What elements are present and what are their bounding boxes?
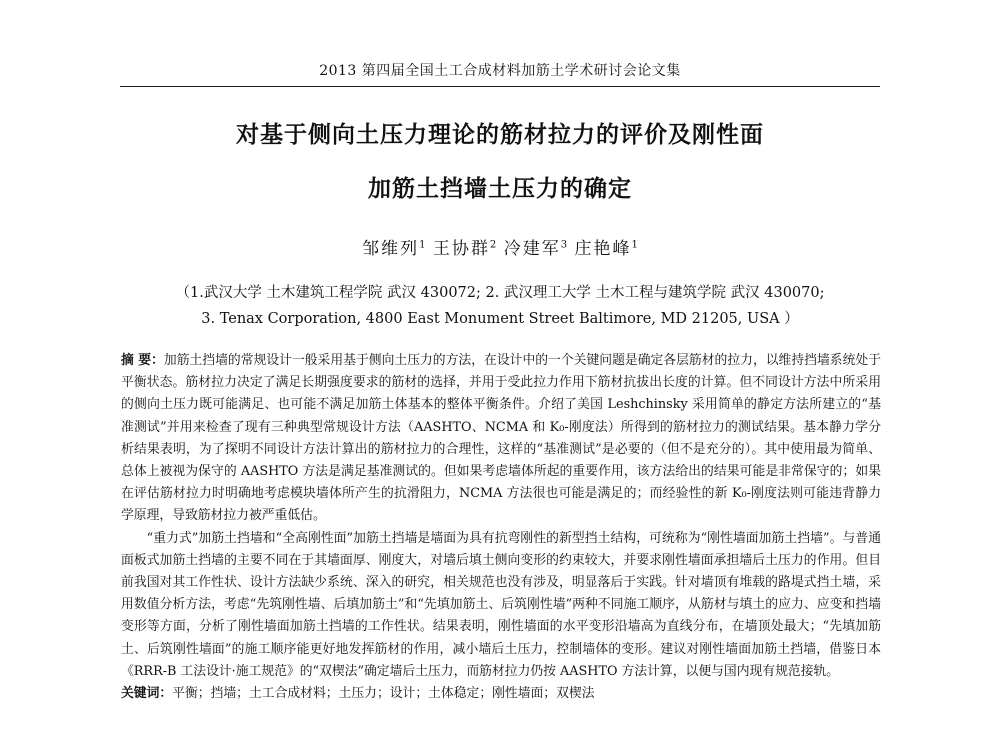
keywords-label: 关键词： — [121, 686, 173, 702]
header-rule — [120, 86, 880, 87]
paper-title-line1: 对基于侧向土压力理论的筋材拉力的评价及刚性面 — [236, 122, 764, 148]
proceedings-header: 2013 第四届全国土工合成材料加筋土学术研讨会论文集 — [319, 63, 681, 79]
author-affil-mark: 1 — [419, 239, 426, 251]
paper-title-line2: 加筋土挡墙土压力的确定 — [368, 176, 632, 202]
author-name: 邹维列 — [362, 239, 420, 259]
abstract-section — [121, 350, 881, 705]
keywords-line — [121, 683, 881, 705]
keywords-text: 平衡；挡墙；土工合成材料；土压力；设计；土体稳定；刚性墙面；双楔法 — [172, 686, 595, 702]
author-affil-mark: 1 — [631, 239, 638, 251]
affiliation-line1: （1.武汉大学 土木建筑工程学院 武汉 430072; 2. 武汉理工大学 土木工程与建筑学院 武汉 430070; — [175, 285, 825, 301]
author-name: 冷建军 — [503, 239, 561, 259]
affiliation-line2: 3. Tenax Corporation, 4800 East Monument Street Baltimore, MD 21205, USA ） — [201, 311, 799, 327]
abstract-paragraph-1 — [121, 350, 881, 528]
author-list — [0, 234, 1000, 259]
author-affil-mark: 3 — [560, 239, 568, 251]
abstract-label: 摘 要： — [121, 353, 164, 368]
abstract-paragraph-2: “重力式”加筋土挡墙和“全高刚性面”加筋土挡墙是墙面为具有抗弯刚性的新型挡土结构，可统称为“刚性墙面加筋土挡墙”。与普通面板式加筋土挡墙的主要不同在于其墙面厚、刚度大，对墙后填土侧向变形的约束较大，并要求刚性墙面承担墙后土压力的作用。但目前我国对其工作性状、设计方法缺少系统、深入的研究，相关规范也没有涉及，明显落后于实践。针对墙顶有堆载的路堤式挡土墙，采用数值分析方法，考虑“先筑刚性墙、后填加筋土”和“先填加筋土、后筑刚性墙”两种不同施工顺序，从筋材与填土的应力、应变和挡墙变形等方面，分析了刚性墙面加筋土挡墙的工作性状。结果表明，刚性墙面的水平变形沿墙高为直线分布，在墙顶处最大；“先填加筋土、后筑刚性墙面”的施工顺序能更好地发挥筋材的作用，减小墙后土压力，控制墙体的变形。建议对刚性墙面加筋土挡墙，借鉴日本《RRR-B 工法设计·施工规范》的“双楔法”确定墙后土压力，而筋材拉力仍按 AASHTO 方法计算，以便与国内现有规范接轨。 — [121, 530, 881, 679]
abstract-text-1: 加筋土挡墙的常规设计一般采用基于侧向土压力的方法，在设计中的一个关键问题是确定各层筋材的拉力，以维持挡墙系统处于平衡状态。筋材拉力决定了满足长期强度要求的筋材的选择，并用于受此拉力作用下筋材抗拔出长度的计算。但不同设计方法中所采用的侧向土压力既可能满足、也可能不满足加筋土体基本的整体平衡条件。介绍了美国 Leshchinsky 采用简单的静定方法所建立的“基准测试”并用来检查了现有三种典型常规设计方法（AASHTO、NCMA 和 K₀-刚度法）所得到的筋材拉力的测试结果。基本静力学分析结果表明，为了探明不同设计方法计算出的筋材拉力的合理性，这样的“基准测试”是必要的（但不是充分的）。其中使用最为简单、总体上被视为保守的 AASHTO 方法是满足基准测试的。但如果考虑墙体所起的重要作用，该方法给出的结果可能是非常保守的；如果在评估筋材拉力时明确地考虑模块墙体所产生的抗滑阻力，NCMA 方法很也可能是满足的；而经验性的新 K₀-刚度法则可能违背静力学原理，导致筋材拉力被严重低估。 — [121, 353, 881, 524]
author-name: 王协群 — [432, 239, 490, 259]
author-name: 庄艳峰 — [574, 239, 632, 259]
author-affil-mark: 2 — [489, 239, 497, 251]
